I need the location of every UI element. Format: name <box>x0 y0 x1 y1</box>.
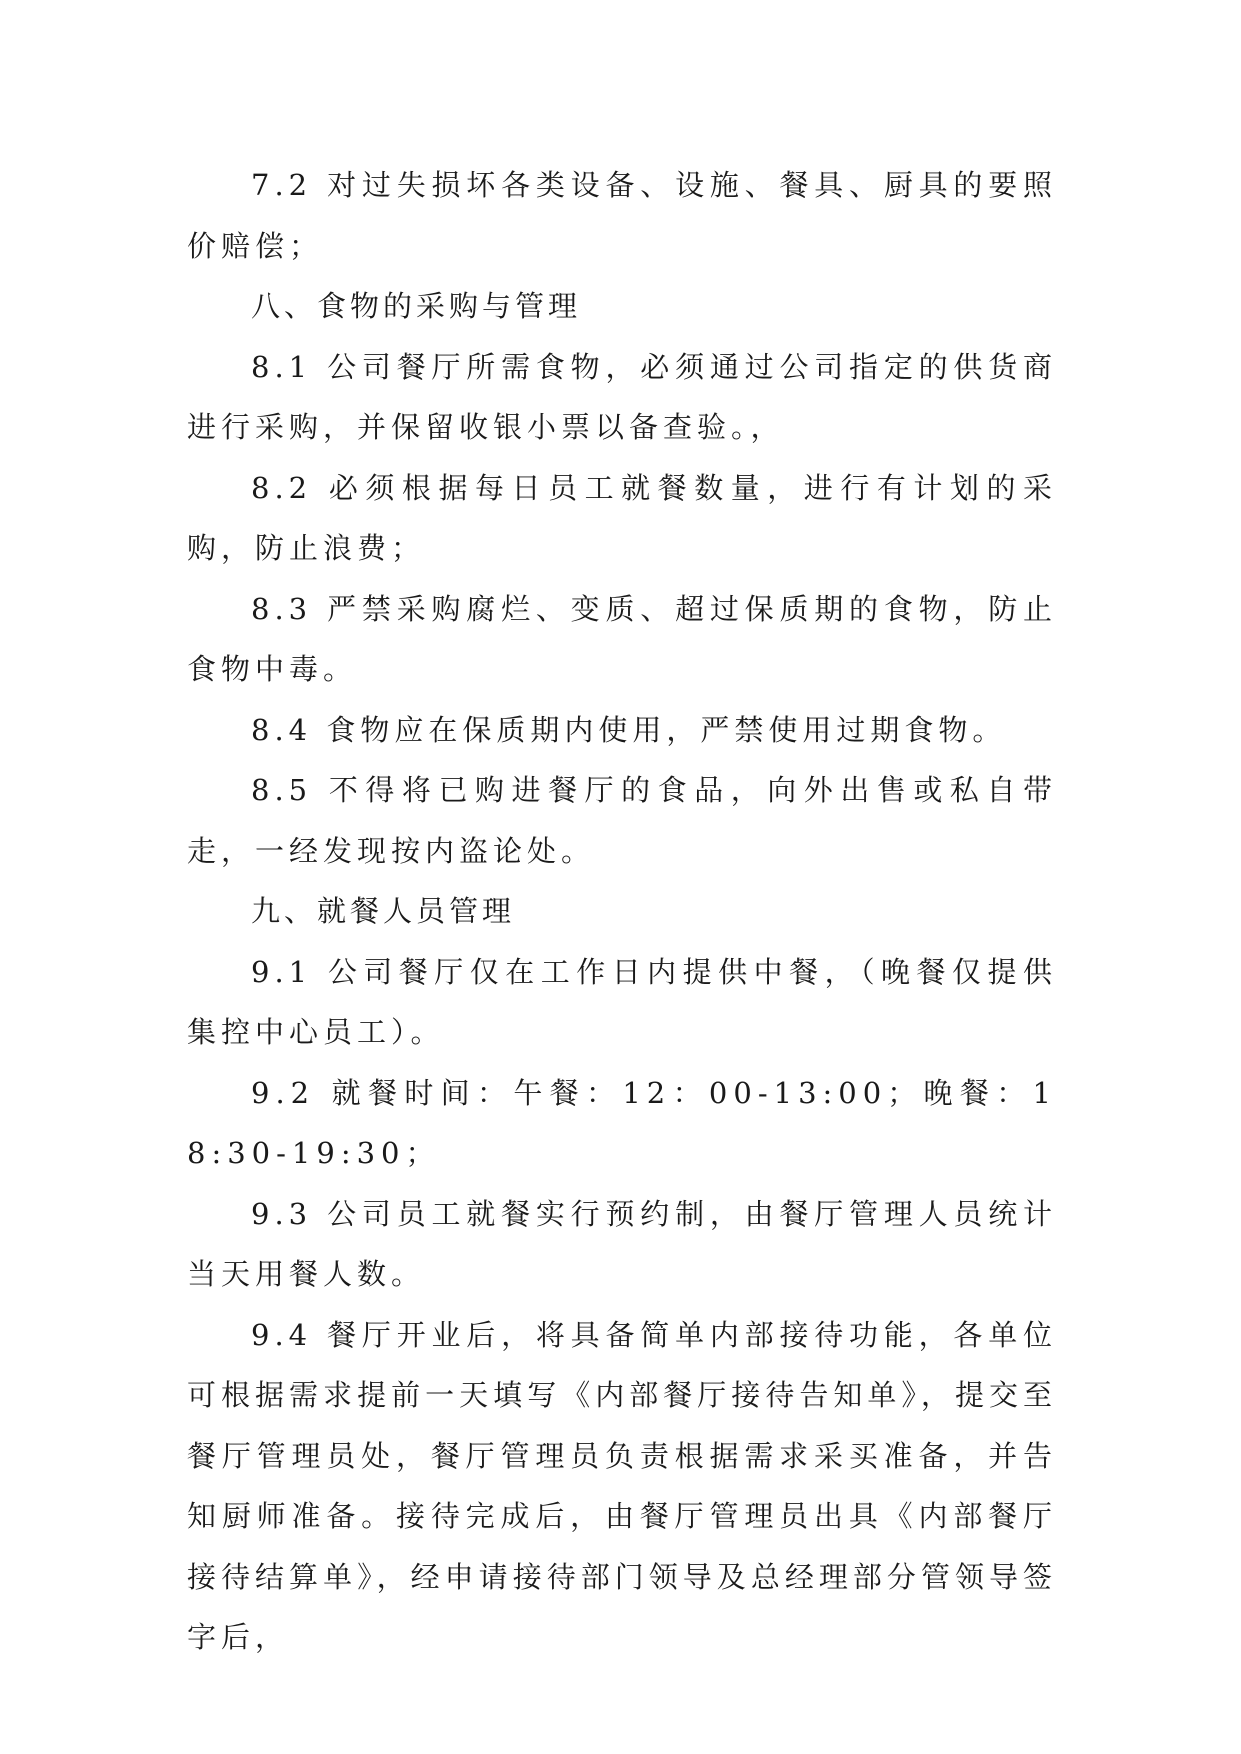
paragraph-8-1: 8.1 公司餐厅所需食物，必须通过公司指定的供货商进行采购，并保留收银小票以备查验。， <box>187 349 1057 444</box>
paragraph-9-4: 9.4 餐厅开业后，将具备简单内部接待功能，各单位可根据需求提前一天填写《内部餐厅接待告知单》，提交至餐厅管理员处，餐厅管理员负责根据需求采买准备，并告知厨师准备。接待完成后，由餐厅管理员出具《内部餐厅接待结算单》，经申请接待部门领导及总经理部分管领导签字后， <box>187 1317 1057 1654</box>
section-heading-8: 八、食物的采购与管理 <box>251 289 582 323</box>
document-page <box>187 155 1057 1668</box>
paragraph-9-3: 9.3 公司员工就餐实行预约制，由餐厅管理人员统计当天用餐人数。 <box>187 1196 1057 1291</box>
paragraph-8-4: 8.4 食物应在保质期内使用，严禁使用过期食物。 <box>251 712 1007 747</box>
section-heading-9: 九、就餐人员管理 <box>251 894 516 928</box>
paragraph-9-2: 9.2 就餐时间：午餐：12：00-13:00；晚餐：18:30-19:30； <box>187 1075 1057 1170</box>
paragraph-9-1: 9.1 公司餐厅仅在工作日内提供中餐，（晚餐仅提供集控中心员工）。 <box>187 954 1057 1049</box>
paragraph-8-2: 8.2 必须根据每日员工就餐数量，进行有计划的采购，防止浪费； <box>187 470 1057 565</box>
paragraph-8-3: 8.3 严禁采购腐烂、变质、超过保质期的食物，防止食物中毒。 <box>187 591 1057 686</box>
paragraph-8-5: 8.5 不得将已购进餐厅的食品，向外出售或私自带走，一经发现按内盗论处。 <box>187 773 1057 868</box>
paragraph-7-2: 7.2 对过失损坏各类设备、设施、餐具、厨具的要照价赔偿； <box>187 168 1057 263</box>
